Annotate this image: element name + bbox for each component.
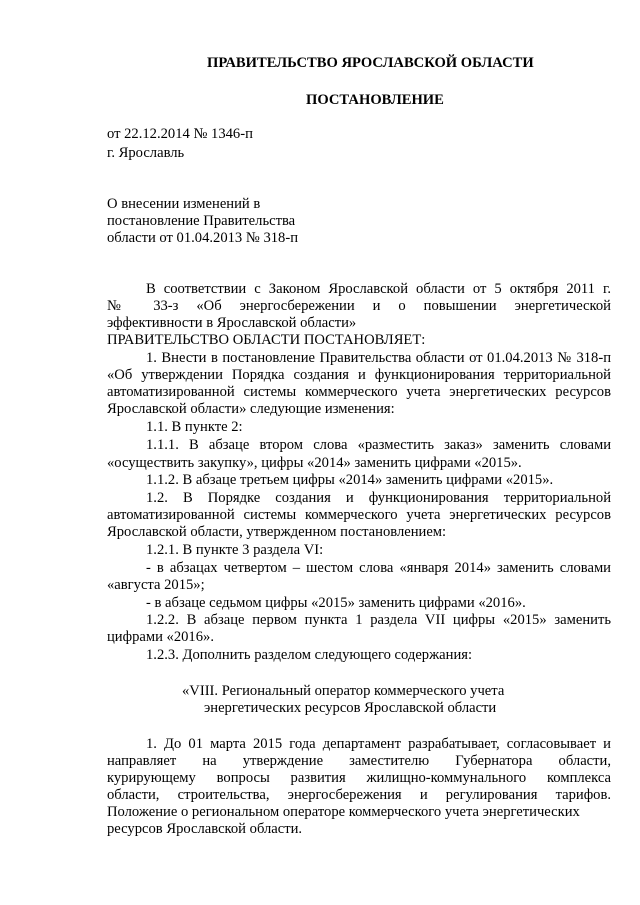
item-1-2-1-a-line: «августа 2015»; (107, 577, 205, 593)
section-body-line: направляет на утверждение заместителю Губернатора области, (107, 753, 611, 769)
item-1-line: «Об утверждении Порядка создания и функционирования территориальной (107, 367, 611, 383)
section-title: «VIII. Региональный оператор коммерческого учета (182, 683, 505, 699)
preamble-line: эффективности в Ярославской области» (107, 315, 357, 331)
item-1-2-1: 1.2.1. В пункте 3 раздела VI: (146, 542, 324, 558)
section-body-line: 1. До 01 марта 2015 года департамент разрабатывает, согласовывает и (146, 736, 611, 752)
item-1-2-3: 1.2.3. Дополнить разделом следующего содержания: (146, 647, 473, 663)
section-body-line: курирующему вопросы развития жилищно-коммунального комплекса (107, 770, 611, 786)
item-1-2-2-line: цифрами «2016». (107, 629, 214, 645)
item-1-2-line: автоматизированной системы коммерческого учета энергетических ресурсов (107, 507, 611, 523)
item-1-line: Ярославской области» следующие изменения: (107, 401, 395, 417)
item-1-1: 1.1. В пункте 2: (146, 419, 243, 435)
section-body-line: области, строительства, энергосбережения и регулирования тарифов. (107, 787, 611, 803)
item-1-1-1-line: «осуществить закупку», цифры «2014» заменить цифрами «2015». (107, 455, 522, 471)
decree-statement: ПРАВИТЕЛЬСТВО ОБЛАСТИ ПОСТАНОВЛЯЕТ: (107, 332, 426, 348)
section-body-line: ресурсов Ярославской области. (107, 821, 303, 837)
subject-line: области от 01.04.2013 № 318-п (107, 230, 299, 246)
item-1-2-1-b: - в абзаце седьмом цифры «2015» заменить цифрами «2016». (146, 595, 526, 611)
item-1-line: 1. Внести в постановление Правительства области от 01.04.2013 № 318-п (146, 350, 611, 366)
item-1-1-2: 1.1.2. В абзаце третьем цифры «2014» заменить цифрами «2015». (146, 472, 554, 488)
city: г. Ярославль (107, 145, 185, 161)
subject-line: О внесении изменений в (107, 196, 261, 212)
section-title: энергетических ресурсов Ярославской области (204, 700, 497, 716)
item-1-2-2-line: 1.2.2. В абзаце первом пункта 1 раздела VII цифры «2015» заменить (146, 612, 611, 628)
item-1-line: автоматизированной системы коммерческого учета энергетических ресурсов (107, 384, 611, 400)
document-type-heading: ПОСТАНОВЛЕНИЕ (306, 92, 444, 108)
preamble-line: № 33-з «Об энергосбережении и о повышении энергетической (107, 298, 611, 314)
preamble-line: В соответствии с Законом Ярославской области от 5 октября 2011 г. (146, 281, 611, 297)
subject-line: постановление Правительства (107, 213, 296, 229)
item-1-2-1-a-line: - в абзацах четвертом – шестом слова «января 2014» заменить словами (146, 560, 611, 576)
section-body-line: Положение о региональном операторе коммерческого учета энергетических (107, 804, 580, 820)
government-heading: ПРАВИТЕЛЬСТВО ЯРОСЛАВСКОЙ ОБЛАСТИ (207, 55, 534, 71)
item-1-2-line: 1.2. В Порядке создания и функционирования территориальной (146, 490, 611, 506)
date-number: от 22.12.2014 № 1346-п (107, 126, 253, 142)
item-1-1-1-line: 1.1.1. В абзаце втором слова «разместить заказ» заменить словами (146, 437, 611, 453)
item-1-2-line: Ярославской области, утвержденном постановлением: (107, 524, 447, 540)
